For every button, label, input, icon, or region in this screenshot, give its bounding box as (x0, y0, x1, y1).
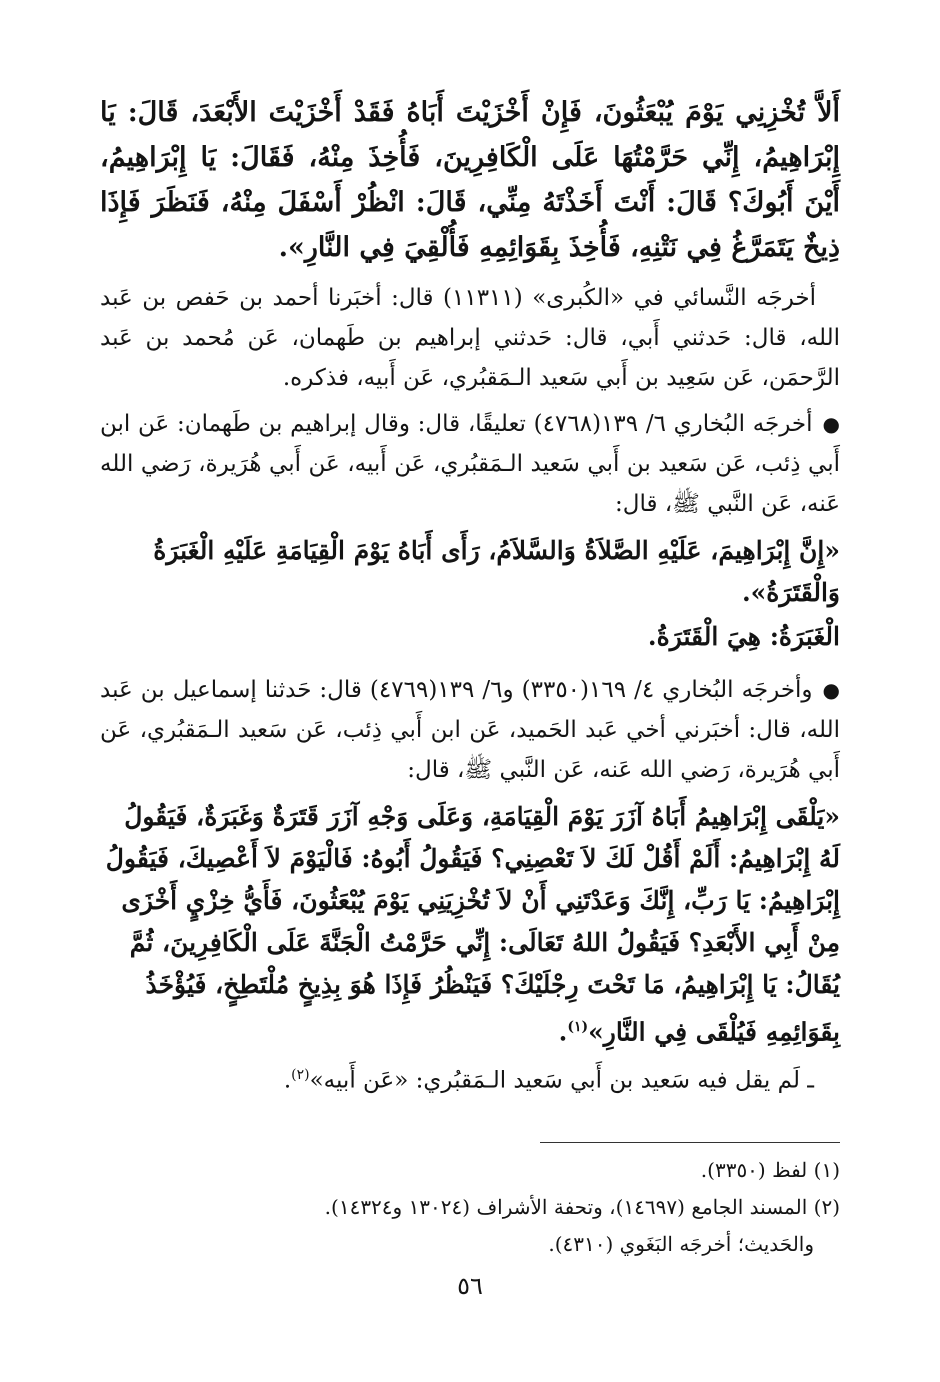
footnote-ref-1: (١) (567, 1019, 589, 1035)
narration-note-end: . (283, 1067, 292, 1094)
item-2-text: وأخرجَه البُخاري ٤/ ١٦٩(٣٣٥٠) و٦/ ١٣٩(٤٧٦٩) قال: حَدثنا إسماعيل بن عَبد الله، قال: أخبَرني أخي عَبد الحَميد، عَن ابن أَبي ذِئب، عَن سَعيد الـمَقبُري، عَن أَبي هُرَيرة، رَضي الله عَنه، عَن النَّبي ﷺ، قال: (100, 677, 840, 783)
page-number: ٥٦ (457, 1272, 483, 1300)
footnotes (100, 1152, 840, 1263)
item-1-gloss: الْغَبَرَةُ: هِيَ الْقَتَرَةُ. (647, 622, 840, 651)
item-2-quote-end: . (558, 1017, 568, 1047)
footnote-2: (٢) المسند الجامع (١٤٦٩٧)، وتحفة الأشراف (١٣٠٢٤ و١٤٣٢٤). (324, 1195, 840, 1219)
nasai-takhrij-paragraph: أخرجَه النَّسائي في «الكُبرى» (١١٣١١) قال: أخبَرنا أحمد بن حَفص بن عَبد الله، قال: حَدثني أَبي، قال: حَدثني إبراهيم بن طَهمان، عَن مُحمد بن عَبد الرَّحمَن، عَن سَعِيد بن أَبي سَعيد الـمَقبُري، عَن أَبيه، فذكره. (100, 285, 840, 391)
narration-note (100, 1055, 840, 1101)
item-1-text: أخرجَه البُخاري ٦/ ١٣٩(٤٧٦٨) تعليقًا، قال: وقال إبراهيم بن طَهمان: عَن ابن أَبي ذِئب، عَن سَعيد بن أَبي سَعيد الـمَقبُري، عَن أَبيه، عَن أَبي هُرَيرة، رَضي الله عَنه، عَن النَّبي ﷺ، قال: (100, 411, 840, 517)
item-2-hadith-quote (100, 796, 840, 1053)
page-body (100, 90, 840, 1320)
footnote-divider (540, 1142, 840, 1143)
bukhari-takhrij-item-1 (100, 404, 840, 524)
footnote-2-continuation: والحَديث؛ أخرجَه البَغَوي (٤٣١٠). (548, 1232, 814, 1256)
bullet-icon: ● (822, 678, 840, 702)
footnote-1: (١) لفظ (٣٣٥٠). (700, 1158, 840, 1182)
bullet-icon: ● (822, 412, 840, 436)
item-1-hadith-quote: «إِنَّ إِبْرَاهِيمَ، عَلَيْهِ الصَّلاَةُ وَالسَّلاَمُ، رَأَى أَبَاهُ يَوْمَ الْقِيَامَةِ عَلَيْهِ الْغَبَرَةُ وَالْقَتَرَةُ». (153, 536, 840, 607)
footnote-ref-2: (٢) (291, 1067, 310, 1084)
opening-hadith-quote: أَلاَّ تُخْزِنِي يَوْمَ يُبْعَثُونَ، فَإِنْ أَخْزَيْتَ أَبَاهُ فَقَدْ أَخْزَيْتَ الأَبْعَدَ، قَالَ: يَا إِبْرَاهِيمُ، إِنِّي حَرَّمْتُهَا عَلَى الْكَافِرِينَ، فَأُخِذَ مِنْهُ، فَقَالَ: يَا إِبْرَاهِيمُ، أَيْنَ أَبُوكَ؟ قَالَ: أَنْتَ أَخَذْتَهُ مِنِّي، قَالَ: انْظُرْ أَسْفَلَ مِنْهُ، فَنَظَرَ فَإِذَا ذِيخٌ يَتَمَرَّغُ فِي نَتْنِهِ، فَأُخِذَ بِقَوَائِمِهِ فَأُلْقِيَ فِي النَّارِ». (100, 97, 840, 263)
item-2-quote-text: «يَلْقَى إِبْرَاهِيمُ أَبَاهُ آزَرَ يَوْمَ الْقِيَامَةِ، وَعَلَى وَجْهِ آزَرَ قَتَرَةٌ وَغَبَرَةٌ، فَيَقُولُ لَهُ إِبْرَاهِيمُ: أَلَمْ أَقُلْ لَكَ لاَ تَعْصِنِي؟ فَيَقُولُ أَبُوهُ: فَالْيَوْمَ لاَ أَعْصِيكَ، فَيَقُولُ إِبْرَاهِيمُ: يَا رَبِّ، إِنَّكَ وَعَدْتَنِي أَنْ لاَ تُخْزِيَنِي يَوْمَ يُبْعَثُونَ، فَأَيُّ خِزْيٍ أَخْزَى مِنْ أَبِي الأَبْعَدِ؟ فَيَقُولُ اللهُ تَعَالَى: إِنِّي حَرَّمْتُ الْجَنَّةَ عَلَى الْكَافِرِينَ، ثُمَّ يُقَالُ: يَا إِبْرَاهِيمُ، مَا تَحْتَ رِجْلَيْكَ؟ فَيَنْظُرُ فَإِذَا هُوَ بِذِيخٍ مُلْتَطِخٍ، فَيُؤْخَذُ بِقَوَائِمِهِ فَيُلْقَى فِي النَّارِ» (105, 802, 840, 1047)
narration-note-text: ـ لَم يقل فيه سَعيد بن أَبي سَعيد الـمَقبُري: «عَن أَبيه» (309, 1067, 814, 1094)
bukhari-takhrij-item-2 (100, 670, 840, 790)
